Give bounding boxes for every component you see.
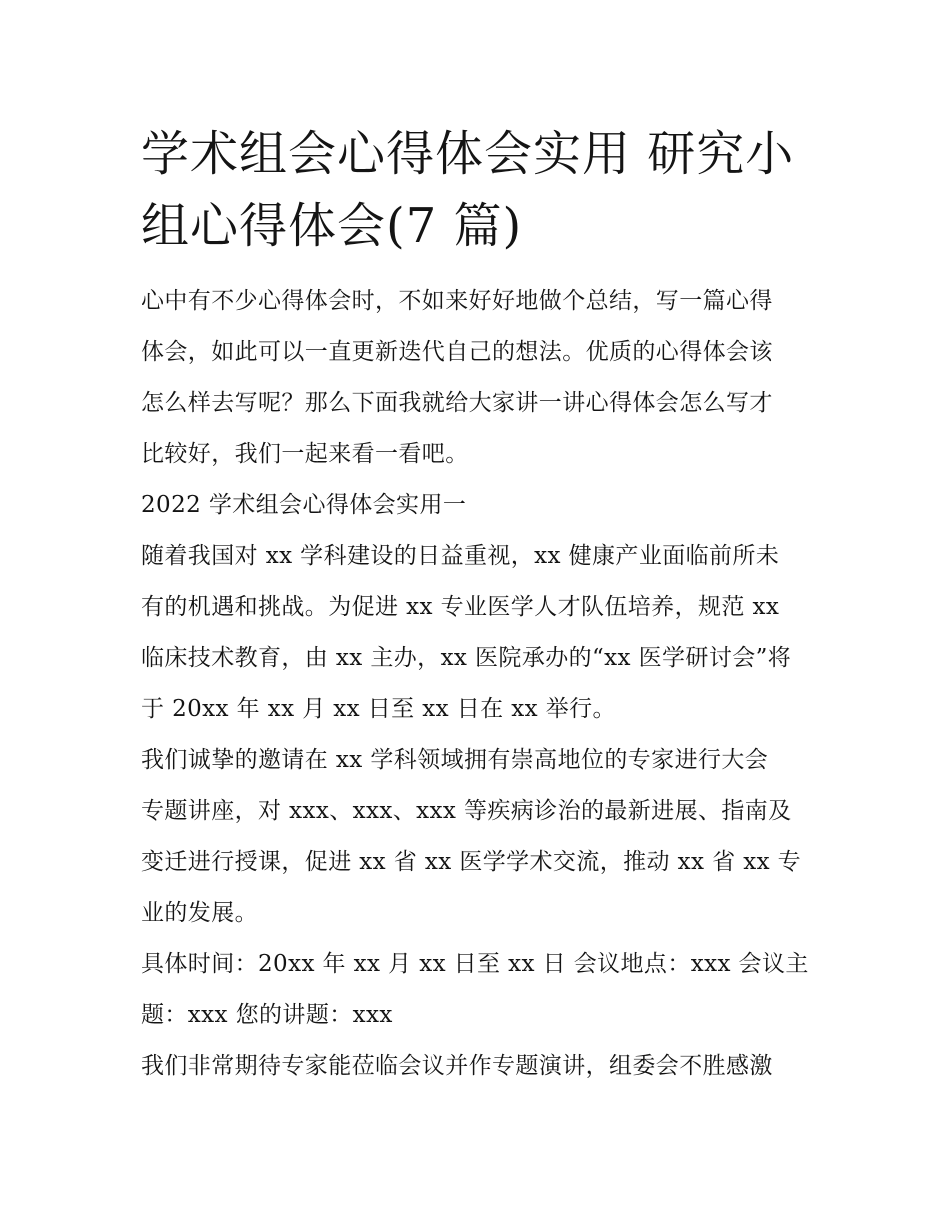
paragraph-line: 比较好，我们一起来看一看吧。: [141, 441, 469, 467]
meeting-details-paragraph: [141, 939, 813, 1041]
section-heading-line: 2022 学术组会心得体会实用一: [141, 492, 467, 518]
paragraph-line: 有的机遇和挑战。为促进 xx 专业医学人才队伍培养，规范 xx: [141, 594, 780, 620]
body-paragraph: [141, 735, 813, 939]
document-title: [141, 118, 813, 262]
paragraph-line: 心中有不少心得体会时，不如来好好地做个总结，写一篇心得: [141, 288, 773, 314]
document-page: [141, 118, 813, 1092]
paragraph-line: 体会，如此可以一直更新迭代自己的想法。优质的心得体会该: [141, 339, 773, 365]
section-heading: [141, 480, 813, 531]
paragraph-line: 我们非常期待专家能莅临会议并作专题演讲，组委会不胜感激: [141, 1053, 773, 1079]
paragraph-line: 随着我国对 xx 学科建设的日益重视，xx 健康产业面临前所未: [141, 543, 780, 569]
title-line: 学术组会心得体会实用 研究小: [141, 126, 795, 182]
paragraph-line: 题：xxx 您的讲题：xxx: [141, 1002, 393, 1028]
paragraph-line: 临床技术教育，由 xx 主办，xx 医院承办的“xx 医学研讨会”将: [141, 645, 792, 671]
paragraph-line: 我们诚挚的邀请在 xx 学科领域拥有崇高地位的专家进行大会: [141, 747, 769, 773]
body-paragraph: [141, 1041, 813, 1092]
intro-paragraph: [141, 276, 813, 480]
paragraph-line: 具体时间：20xx 年 xx 月 xx 日至 xx 日 会议地点：xxx 会议主: [141, 951, 809, 977]
title-line: 组心得体会(7 篇): [141, 198, 523, 254]
paragraph-line: 变迁进行授课，促进 xx 省 xx 医学学术交流，推动 xx 省 xx 专: [141, 849, 802, 875]
paragraph-line: 专题讲座，对 xxx、xxx、xxx 等疾病诊治的最新进展、指南及: [141, 798, 792, 824]
document-body: [141, 276, 813, 1092]
paragraph-line: 业的发展。: [141, 900, 258, 926]
paragraph-line: 于 20xx 年 xx 月 xx 日至 xx 日在 xx 举行。: [141, 696, 616, 722]
body-paragraph: [141, 531, 813, 735]
paragraph-line: 怎么样去写呢？那么下面我就给大家讲一讲心得体会怎么写才: [141, 390, 773, 416]
